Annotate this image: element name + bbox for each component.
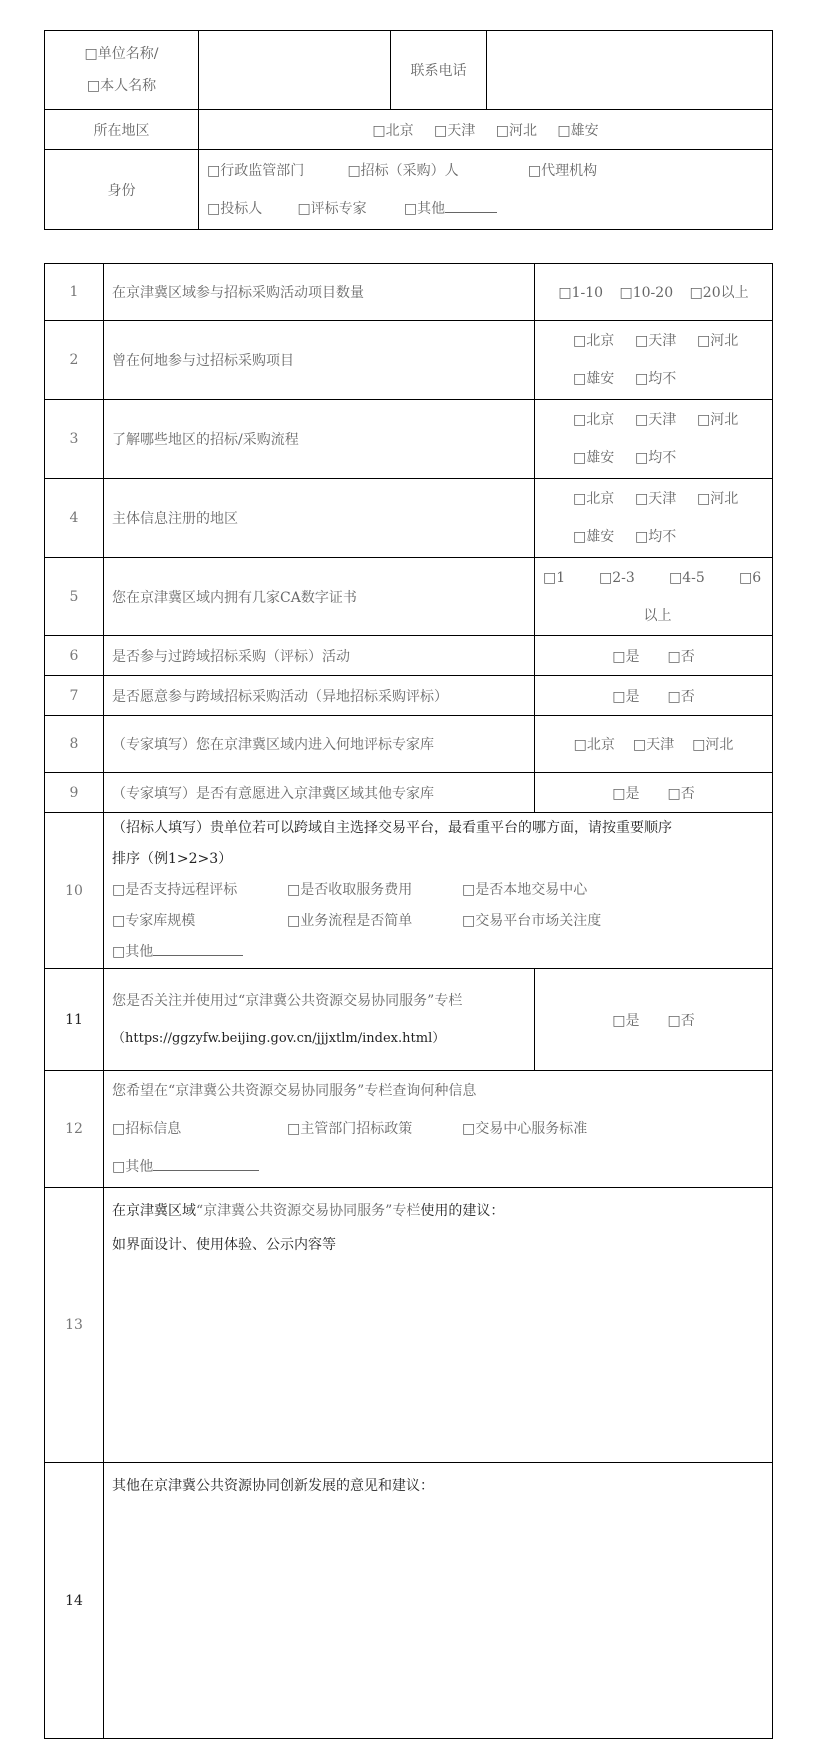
option-yes[interactable]: □是 (612, 688, 640, 705)
option-expert-pool-size[interactable]: □专家库规模 (112, 913, 196, 929)
option-yes[interactable]: □是 (612, 648, 640, 665)
option-6-plus-suffix: 以上 (643, 607, 672, 624)
question-hint: 如界面设计、使用体验、公示内容等 (112, 1237, 336, 1253)
question-url: （https://ggzyfw.beijing.gov.cn/jjjxtlm/index.html） (112, 1030, 446, 1046)
option-service-standard[interactable]: □交易中心服务标准 (462, 1121, 588, 1137)
option-beijing[interactable]: □北京 (573, 491, 615, 507)
option-none[interactable]: □均不 (635, 371, 677, 387)
question-number: 4 (45, 479, 104, 558)
question-text-prefix: 在京津冀区域 (112, 1203, 196, 1219)
question-number: 13 (45, 1188, 104, 1463)
question-row-14 (45, 1463, 773, 1739)
option-10-20[interactable]: □10-20 (619, 285, 674, 301)
question-text: （专家填写）是否有意愿进入京津冀区域其他专家库 (104, 773, 535, 813)
option-xiongan[interactable]: □雄安 (573, 529, 615, 545)
phone-input-cell[interactable] (487, 31, 773, 110)
option-remote-evaluation[interactable]: □是否支持远程评标 (112, 882, 238, 898)
option-local-center[interactable]: □是否本地交易中心 (462, 882, 588, 898)
identity-option-expert[interactable]: □评标专家 (297, 200, 367, 217)
option-beijing[interactable]: □北京 (573, 333, 615, 349)
option-no[interactable]: □否 (667, 1012, 695, 1029)
answer-options (535, 321, 773, 400)
question-row-9 (45, 773, 773, 813)
option-yes[interactable]: □是 (612, 1012, 640, 1029)
question-number: 11 (45, 969, 104, 1071)
name-label-cell (45, 31, 199, 110)
option-6-plus[interactable]: □6 (739, 569, 762, 586)
question-row-12 (45, 1071, 773, 1188)
option-market-attention[interactable]: □交易平台市场关注度 (462, 913, 602, 929)
answer-options (535, 479, 773, 558)
question-row-1 (45, 264, 773, 321)
feedback-area[interactable] (104, 1463, 773, 1739)
identity-options (199, 150, 773, 230)
question-text-line2: 排序（例1>2>3） (112, 851, 233, 867)
region-label: 所在地区 (45, 110, 199, 150)
identity-label: 身份 (45, 150, 199, 230)
question-number: 8 (45, 716, 104, 773)
option-1-10[interactable]: □1-10 (558, 285, 604, 301)
identity-option-agency[interactable]: □代理机构 (527, 162, 598, 179)
region-option-tianjin[interactable]: □天津 (434, 122, 476, 139)
question-body (104, 1071, 773, 1188)
question-row-6 (45, 636, 773, 676)
option-xiongan[interactable]: □雄安 (573, 450, 615, 466)
answer-options (535, 558, 773, 636)
option-hebei[interactable]: □河北 (697, 491, 739, 507)
question-row-3 (45, 400, 773, 479)
option-service-fee[interactable]: □是否收取服务费用 (287, 882, 413, 898)
option-tianjin[interactable]: □天津 (635, 333, 677, 349)
name-input-cell[interactable] (199, 31, 391, 110)
option-no[interactable]: □否 (667, 785, 695, 802)
question-text: 您在京津冀区域内拥有几家CA数字证书 (104, 558, 535, 636)
option-other[interactable]: □其他 (112, 937, 243, 968)
option-2-3[interactable]: □2-3 (599, 569, 635, 586)
option-beijing[interactable]: □北京 (573, 737, 615, 753)
option-tianjin[interactable]: □天津 (635, 491, 677, 507)
question-text: 是否参与过跨域招标采购（评标）活动 (104, 636, 535, 676)
question-text-line1: 您希望在“京津冀公共资源交易协同服务”专栏查询何种信息 (112, 1083, 477, 1099)
option-tianjin[interactable]: □天津 (632, 737, 675, 753)
option-20-plus[interactable]: □20以上 (689, 285, 749, 301)
identity-option-other[interactable]: □其他 (404, 190, 497, 228)
question-text-line1: （招标人填写）贵单位若可以跨域自主选择交易平台，最看重平台的哪方面，请按重要顺序 (112, 820, 672, 836)
question-text (104, 969, 535, 1071)
question-text-quoted: “京津冀公共资源交易协同服务”专栏 (196, 1203, 421, 1219)
question-text: 在京津冀区域参与招标采购活动项目数量 (104, 264, 535, 321)
question-text: 曾在何地参与过招标采购项目 (104, 321, 535, 400)
option-1[interactable]: □1 (543, 569, 566, 586)
question-number: 1 (45, 264, 104, 321)
question-row-8 (45, 716, 773, 773)
region-option-hebei[interactable]: □河北 (495, 122, 537, 139)
question-number: 3 (45, 400, 104, 479)
question-row-10 (45, 813, 773, 969)
option-none[interactable]: □均不 (635, 529, 677, 545)
option-hebei[interactable]: □河北 (697, 412, 739, 428)
option-other[interactable]: □其他 (112, 1148, 259, 1186)
answer-options (535, 676, 773, 716)
feedback-area[interactable] (104, 1188, 773, 1463)
question-number: 2 (45, 321, 104, 400)
question-text: 其他在京津冀公共资源协同创新发展的意见和建议： (112, 1478, 434, 1494)
question-number: 7 (45, 676, 104, 716)
option-beijing[interactable]: □北京 (573, 412, 615, 428)
question-number: 14 (45, 1463, 104, 1739)
question-text: （专家填写）您在京津冀区域内进入何地评标专家库 (104, 716, 535, 773)
question-number: 6 (45, 636, 104, 676)
survey-table (44, 263, 773, 1739)
phone-label: 联系电话 (391, 31, 487, 110)
option-hebei[interactable]: □河北 (697, 333, 739, 349)
question-number: 9 (45, 773, 104, 813)
question-row-11 (45, 969, 773, 1071)
question-number: 5 (45, 558, 104, 636)
answer-options (535, 969, 773, 1071)
question-text-line1: 您是否关注并使用过“京津冀公共资源交易协同服务”专栏 (112, 992, 463, 1009)
option-simple-process[interactable]: □业务流程是否简单 (287, 913, 413, 929)
region-option-xiongan[interactable]: □雄安 (557, 122, 599, 139)
question-row-4 (45, 479, 773, 558)
answer-options (535, 400, 773, 479)
option-tender-info[interactable]: □招标信息 (112, 1121, 182, 1137)
option-tianjin[interactable]: □天津 (635, 412, 677, 428)
region-options (199, 110, 773, 150)
respondent-info-table (44, 30, 773, 230)
answer-options (535, 716, 773, 773)
identity-option-bidder[interactable]: □投标人 (207, 200, 263, 217)
option-policy[interactable]: □主管部门招标政策 (287, 1121, 413, 1137)
question-row-5 (45, 558, 773, 636)
answer-options (535, 636, 773, 676)
question-body (104, 813, 773, 969)
question-text: 是否愿意参与跨域招标采购活动（异地招标采购评标） (104, 676, 535, 716)
question-text: 了解哪些地区的招标/采购流程 (104, 400, 535, 479)
option-no[interactable]: □否 (667, 688, 695, 705)
answer-options (535, 264, 773, 321)
option-yes[interactable]: □是 (612, 785, 640, 802)
question-row-7 (45, 676, 773, 716)
option-4-5[interactable]: □4-5 (669, 569, 705, 586)
person-name-checkbox[interactable]: □本人名称 (86, 78, 157, 94)
question-number: 12 (45, 1071, 104, 1188)
question-number: 10 (45, 813, 104, 969)
question-text-suffix: 使用的建议： (420, 1203, 505, 1219)
region-option-beijing[interactable]: □北京 (372, 122, 414, 139)
option-none[interactable]: □均不 (635, 450, 677, 466)
identity-option-tenderer[interactable]: □招标（采购）人 (347, 162, 459, 179)
unit-name-checkbox[interactable]: □单位名称/ (84, 46, 159, 62)
option-xiongan[interactable]: □雄安 (573, 371, 615, 387)
question-row-13 (45, 1188, 773, 1463)
identity-option-regulator[interactable]: □行政监管部门 (207, 162, 305, 179)
answer-options (535, 773, 773, 813)
option-no[interactable]: □否 (667, 648, 695, 665)
question-row-2 (45, 321, 773, 400)
option-hebei[interactable]: □河北 (692, 737, 734, 753)
question-text: 主体信息注册的地区 (104, 479, 535, 558)
